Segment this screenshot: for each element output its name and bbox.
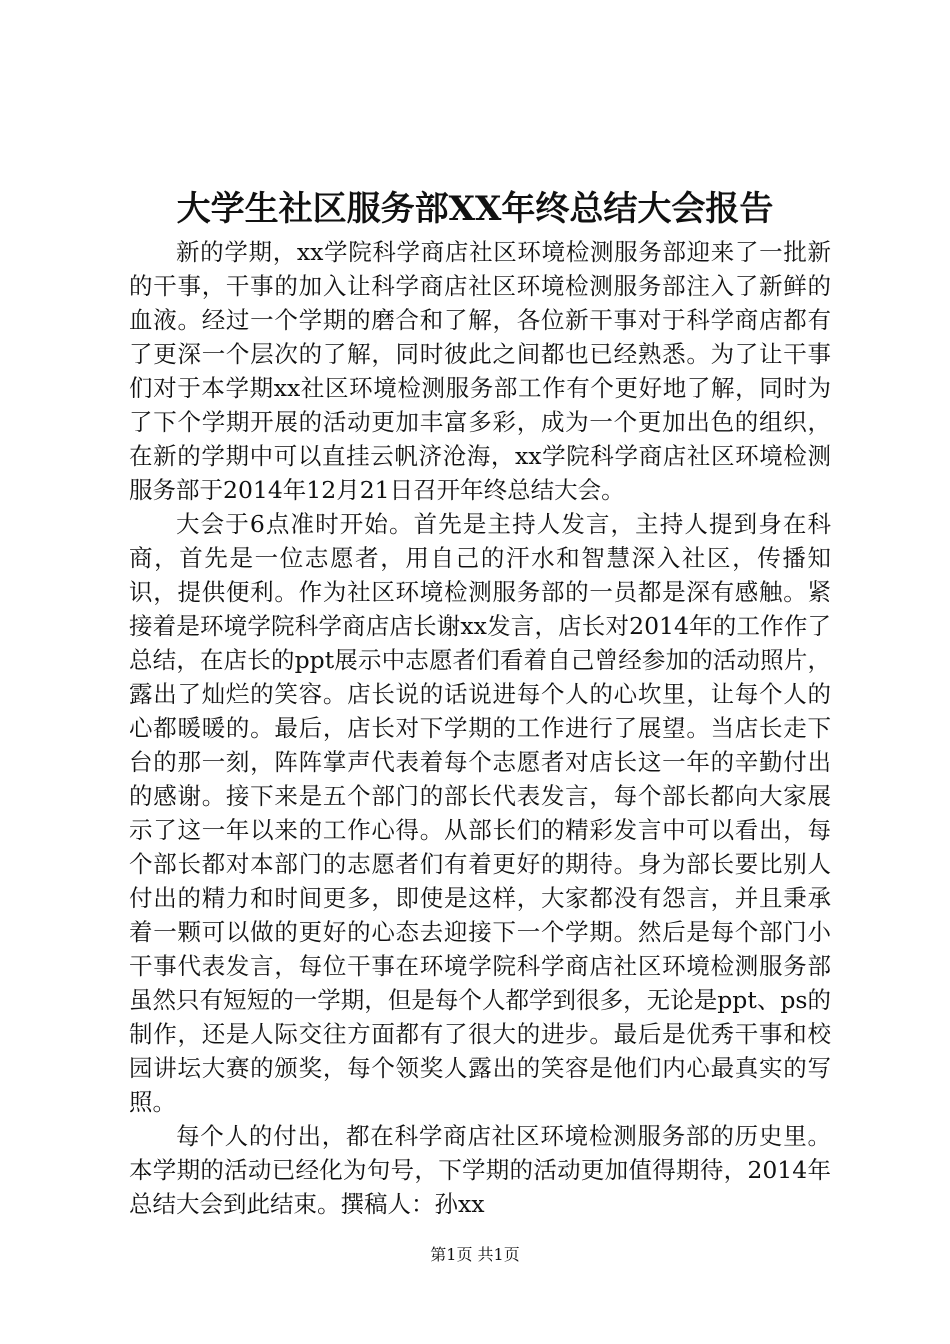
- paragraph-3: 每个人的付出，都在科学商店社区环境检测服务部的历史里。本学期的活动已经化为句号，下学期的活动更加值得期待，2014年总结大会到此结束。撰稿人：孙xx: [129, 1122, 831, 1218]
- page-number-footer: 第1页 共1页: [430, 1245, 520, 1264]
- paragraph-1: 新的学期，xx学院科学商店社区环境检测服务部迎来了一批新的干事，干事的加入让科学商店社区环境检测服务部注入了新鲜的血液。经过一个学期的磨合和了解，各位新干事对于科学商店都有了更深一个层次的了解，同时彼此之间都也已经熟悉。为了让干事们对于本学期xx社区环境检测服务部工作有个更好地了解，同时为了下个学期开展的活动更加丰富多彩，成为一个更加出色的组织，在新的学期中可以直挂云帆济沧海，xx学院科学商店社区环境检测服务部于2014年12月21日召开年终总结大会。: [129, 238, 831, 504]
- paragraph-2: 大会于6点准时开始。首先是主持人发言，主持人提到身在科商，首先是一位志愿者，用自己的汗水和智慧深入社区，传播知识，提供便利。作为社区环境检测服务部的一员都是深有感触。紧接着是环境学院科学商店店长谢xx发言，店长对2014年的工作作了总结，在店长的ppt展示中志愿者们看着自己曾经参加的活动照片，露出了灿烂的笑容。店长说的话说进每个人的心坎里，让每个人的心都暖暖的。最后，店长对下学期的工作进行了展望。当店长走下台的那一刻，阵阵掌声代表着每个志愿者对店长这一年的辛勤付出的感谢。接下来是五个部门的部长代表发言，每个部长都向大家展示了这一年以来的工作心得。从部长们的精彩发言中可以看出，每个部长都对本部门的志愿者们有着更好的期待。身为部长要比别人付出的精力和时间更多，即使是这样，大家都没有怨言，并且秉承着一颗可以做的更好的心态去迎接下一个学期。然后是每个部门小干事代表发言，每位干事在环境学院科学商店社区环境检测服务部虽然只有短短的一学期，但是每个人都学到很多，无论是ppt、ps的制作，还是人际交往方面都有了很大的进步。最后是优秀干事和校园讲坛大赛的颁奖，每个领奖人露出的笑容是他们内心最真实的写照。: [129, 510, 831, 1116]
- document-title: 大学生社区服务部XX年终总结大会报告: [176, 189, 774, 229]
- document-body: [129, 235, 831, 1221]
